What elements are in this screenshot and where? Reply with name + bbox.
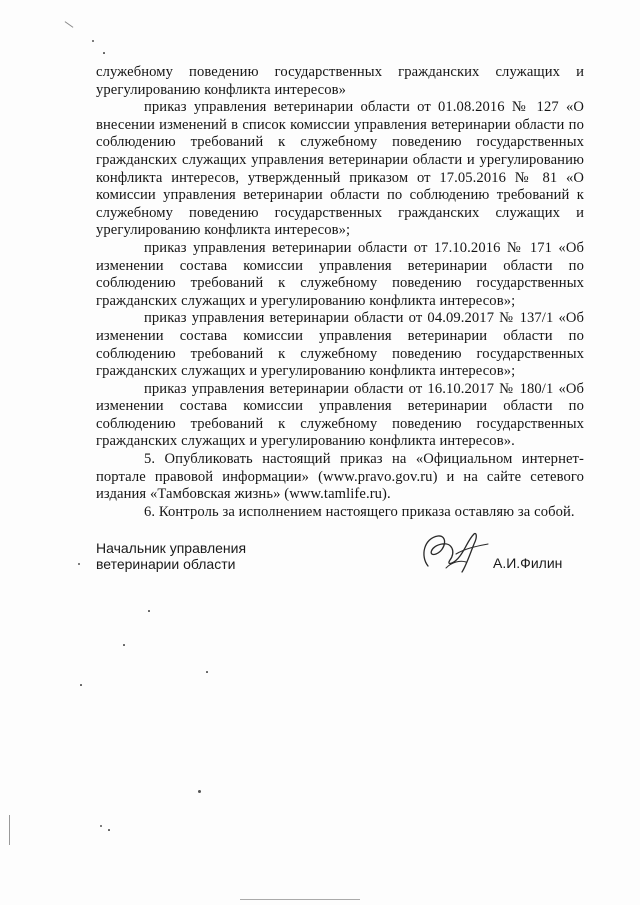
scan-speck xyxy=(103,52,105,54)
scan-speck xyxy=(148,610,150,612)
paragraph-intro-continuation: служебному поведению государственных гражданских служащих и урегулированию конфликта интересов» xyxy=(96,64,584,98)
paragraph-order-127: приказ управления ветеринарии области от 01.08.2016 № 127 «О внесении изменений в список комиссии управления ветеринарии области по соблюдению требований к служебному поведению государственных гражданских служащих управления ветеринарии области и урегулированию конфликта интересов, утвержденный приказом от 17.05.2016 № 81 «О комиссии управления ветеринарии области по соблюдению требований к служебному поведению государственных гражданских служащих и урегулированию конфликта интересов»; xyxy=(96,99,584,239)
scan-speck xyxy=(78,563,80,565)
signatory-position xyxy=(96,540,246,572)
document-body xyxy=(96,64,584,521)
scan-speck xyxy=(206,671,208,673)
signatory-name: А.И.Филин xyxy=(493,555,563,571)
scan-speck xyxy=(123,644,125,646)
scan-edge-mark xyxy=(9,815,10,845)
signatory-position-line2: ветеринарии области xyxy=(96,556,236,572)
paragraph-order-180-1: приказ управления ветеринарии области от 16.10.2017 № 180/1 «Об изменении состава комиссии управления ветеринарии области по соблюдению требований к служебному поведению государственных гражданских служащих и урегулированию конфликта интересов». xyxy=(96,380,584,450)
scan-mark xyxy=(65,21,74,28)
paragraph-order-137-1: приказ управления ветеринарии области от 04.09.2017 № 137/1 «Об изменении состава комиссии управления ветеринарии области по соблюдению требований к служебному поведению государственных гражданских служащих и урегулированию конфликта интересов»; xyxy=(96,310,584,380)
scan-speck xyxy=(92,40,94,42)
scan-speck xyxy=(100,825,102,827)
signatory-position-line1: Начальник управления xyxy=(96,540,247,556)
handwritten-signature xyxy=(416,526,496,576)
paragraph-item-5-publication: 5. Опубликовать настоящий приказ на «Официальном интернет-портале правовой информации» (www.pravo.gov.ru) и на сайте сетевого издания «Тамбовская жизнь» (www.tamlife.ru). xyxy=(96,451,584,503)
paragraph-item-6-control: 6. Контроль за исполнением настоящего приказа оставляю за собой. xyxy=(144,503,575,520)
scan-speck xyxy=(198,790,201,793)
scan-bottom-mark xyxy=(240,899,360,900)
paragraph-order-171: приказ управления ветеринарии области от 17.10.2016 № 171 «Об изменении состава комиссии управления ветеринарии области по соблюдению требований к служебному поведению государственных гражданских служащих и урегулированию конфликта интересов»; xyxy=(96,239,584,309)
signature-block xyxy=(96,540,596,590)
scan-speck xyxy=(108,829,110,831)
scan-speck xyxy=(80,684,82,686)
